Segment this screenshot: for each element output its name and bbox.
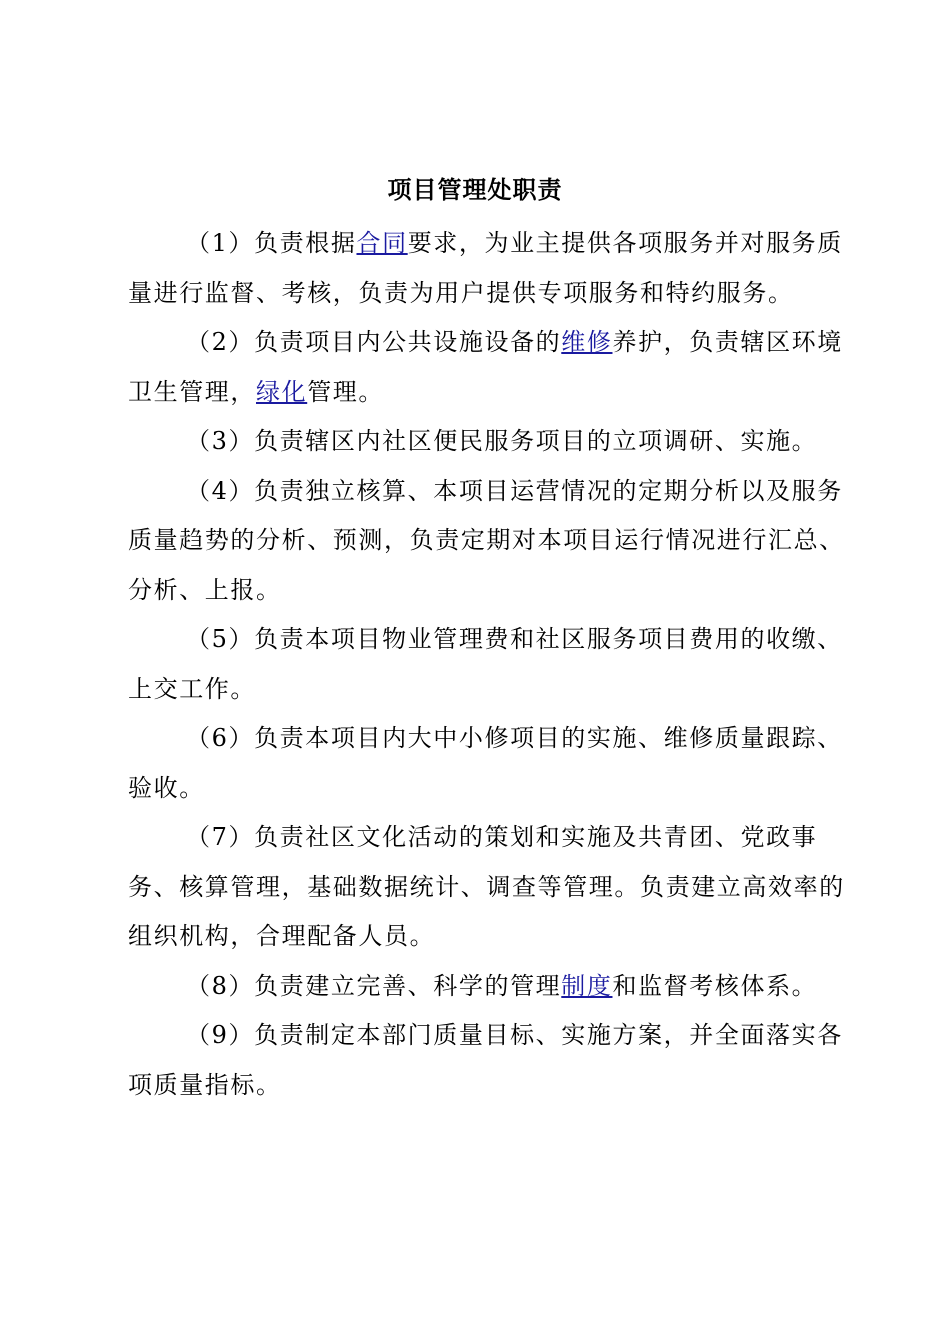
paragraph-5 bbox=[128, 615, 848, 714]
paragraph-text: （3）负责辖区内社区便民服务项目的立项调研、实施。 bbox=[186, 427, 818, 455]
link-greening[interactable]: 绿化 bbox=[256, 377, 308, 406]
link-contract[interactable]: 合同 bbox=[356, 229, 408, 257]
paragraph-6 bbox=[128, 714, 848, 813]
paragraph-8 bbox=[128, 962, 848, 1012]
paragraph-text: 管理。 bbox=[307, 377, 385, 406]
link-system[interactable]: 制度 bbox=[561, 971, 613, 1000]
paragraph-text: （9）负责制定本部门质量目标、实施方案，并全面落实各项质量指标。 bbox=[128, 1021, 843, 1099]
document-title: 项目管理处职责 bbox=[387, 175, 563, 204]
paragraph-text: （1）负责根据 bbox=[186, 229, 357, 257]
paragraph-7 bbox=[128, 813, 848, 962]
paragraph-text: 要求，为业主提供各项服务并对服务质量进行监督、考核，负责为用户提供专项服务和特约服务。 bbox=[128, 229, 843, 307]
link-maintenance[interactable]: 维修 bbox=[561, 328, 613, 356]
paragraph-text: 和监督考核体系。 bbox=[612, 971, 818, 1000]
paragraph-text: （4）负责独立核算、本项目运营情况的定期分析以及服务质量趋势的分析、预测，负责定期对本项目运行情况进行汇总、分析、上报。 bbox=[128, 476, 845, 604]
paragraph-1 bbox=[128, 219, 848, 318]
paragraph-text: （6）负责本项目内大中小修项目的实施、维修质量跟踪、验收。 bbox=[128, 724, 843, 802]
paragraph-3 bbox=[128, 417, 848, 467]
paragraph-text: （2）负责项目内公共设施设备的 bbox=[186, 328, 562, 356]
paragraph-text: （8）负责建立完善、科学的管理 bbox=[186, 971, 562, 1000]
paragraph-text: 养护，负责辖区环境卫生管理， bbox=[128, 328, 843, 406]
paragraph-text: （7）负责社区文化活动的策划和实施及共青团、党政事务、核算管理，基础数据统计、调查等管理。负责建立高效率的组织机构，合理配备人员。 bbox=[128, 823, 845, 950]
paragraph-9 bbox=[128, 1011, 848, 1110]
paragraph-4 bbox=[128, 467, 848, 616]
paragraph-2 bbox=[128, 318, 848, 417]
paragraph-text: （5）负责本项目物业管理费和社区服务项目费用的收缴、上交工作。 bbox=[128, 625, 843, 703]
document-body bbox=[128, 219, 848, 1110]
